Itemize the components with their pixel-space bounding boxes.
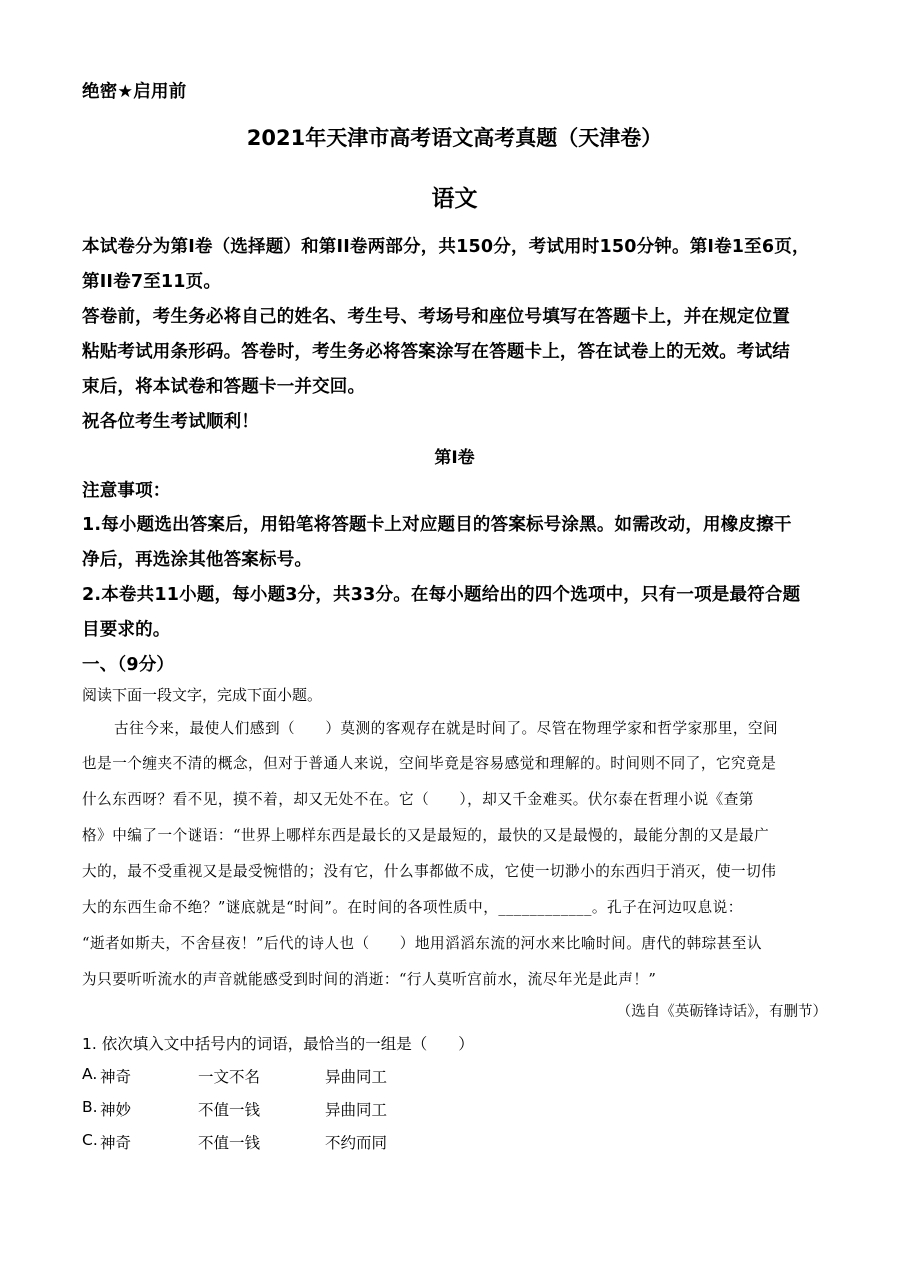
section-heading: 一、（9分）: [82, 655, 175, 675]
notice-item-2-line-2: 目要求的。: [82, 620, 171, 640]
notice-heading: 注意事项：: [82, 481, 171, 501]
option-b-word-3: 异曲同工: [325, 1101, 388, 1119]
option-a-word-1: 神奇: [100, 1068, 132, 1086]
passage-line-6: 大的东西生命不绝？”谜底就是“时间”。在时间的各项性质中，____________。孔子在河边叹息说：: [82, 899, 743, 916]
intro-line-4: 粘贴考试用条形码。答卷时，考生务必将答案涂写在答题卡上，答在试卷上的无效。考试结: [82, 342, 790, 362]
option-a-letter: A.: [82, 1065, 98, 1083]
passage-line-8: 为只要听听流水的声音就能感受到时间的消逝：“行人莫听宫前水，流尽年光是此声！”: [82, 971, 657, 988]
option-c-letter: C.: [82, 1131, 98, 1149]
notice-item-1-line-1: 1.每小题选出答案后，用铅笔将答题卡上对应题目的答案标号涂黑。如需改动，用橡皮擦干: [82, 515, 792, 535]
confidential-label: 绝密★启用前: [82, 82, 187, 102]
passage-line-1: 古往今来，最使人们感到（ ）莫测的客观存在就是时间了。尽管在物理学家和哲学家那里，空间: [114, 720, 779, 737]
passage-line-5: 大的，最不受重视又是最受惋惜的；没有它，什么事都做不成，它使一切渺小的东西归于消灭，使一切伟: [82, 863, 777, 880]
option-c-word-2: 不值一钱: [198, 1134, 261, 1152]
passage-line-4: 格》中编了一个谜语：“世界上哪样东西是最长的又是最短的，最快的又是最慢的，最能分割的又是最广: [82, 827, 770, 844]
passage-line-2: 也是一个缠夹不清的概念，但对于普通人来说，空间毕竟是容易感觉和理解的。时间则不同了，它究竟是: [82, 755, 777, 772]
intro-line-2: 第II卷7至11页。: [82, 272, 222, 292]
passage-source: （选自《英砺锋诗话》，有删节）: [616, 1004, 827, 1020]
option-c-word-1: 神奇: [100, 1134, 132, 1152]
option-b-letter: B.: [82, 1098, 98, 1116]
option-b-word-2: 不值一钱: [198, 1101, 261, 1119]
section-instruction: 阅读下面一段文字，完成下面小题。: [82, 686, 323, 704]
volume-heading: 第I卷: [434, 448, 475, 468]
question-1-stem: 1. 依次填入文中括号内的词语，最恰当的一组是（ ）: [82, 1035, 474, 1053]
passage-line-3: 什么东西呀？看不见，摸不着，却又无处不在。它（ ），却又千金难买。伏尔泰在哲理小说《查第: [82, 791, 754, 808]
option-a-word-2: 一文不名: [198, 1068, 261, 1086]
exam-title: 2021年天津市高考语文高考真题（天津卷）: [246, 126, 663, 150]
subject-title: 语文: [431, 186, 478, 212]
intro-line-5: 束后，将本试卷和答题卡一并交回。: [82, 377, 366, 397]
notice-item-1-line-2: 净后，再选涂其他答案标号。: [82, 550, 313, 570]
notice-item-2-line-1: 2.本卷共11小题，每小题3分，共33分。在每小题给出的四个选项中，只有一项是最符合题: [82, 585, 801, 605]
option-b-word-1: 神妙: [100, 1101, 132, 1119]
intro-line-1: 本试卷分为第I卷（选择题）和第II卷两部分，共150分，考试用时150分钟。第I卷1至6页，: [82, 237, 810, 257]
intro-line-3: 答卷前，考生务必将自己的姓名、考生号、考场号和座位号填写在答题卡上，并在规定位置: [82, 307, 790, 327]
intro-line-6: 祝各位考生考试顺利！: [82, 412, 259, 432]
option-c-word-3: 不约而同: [325, 1134, 388, 1152]
passage-line-7: “逝者如斯夫，不舍昼夜！”后代的诗人也（ ）地用滔滔东流的河水来比喻时间。唐代的韩琮甚至认: [82, 935, 763, 952]
option-a-word-3: 异曲同工: [325, 1068, 388, 1086]
